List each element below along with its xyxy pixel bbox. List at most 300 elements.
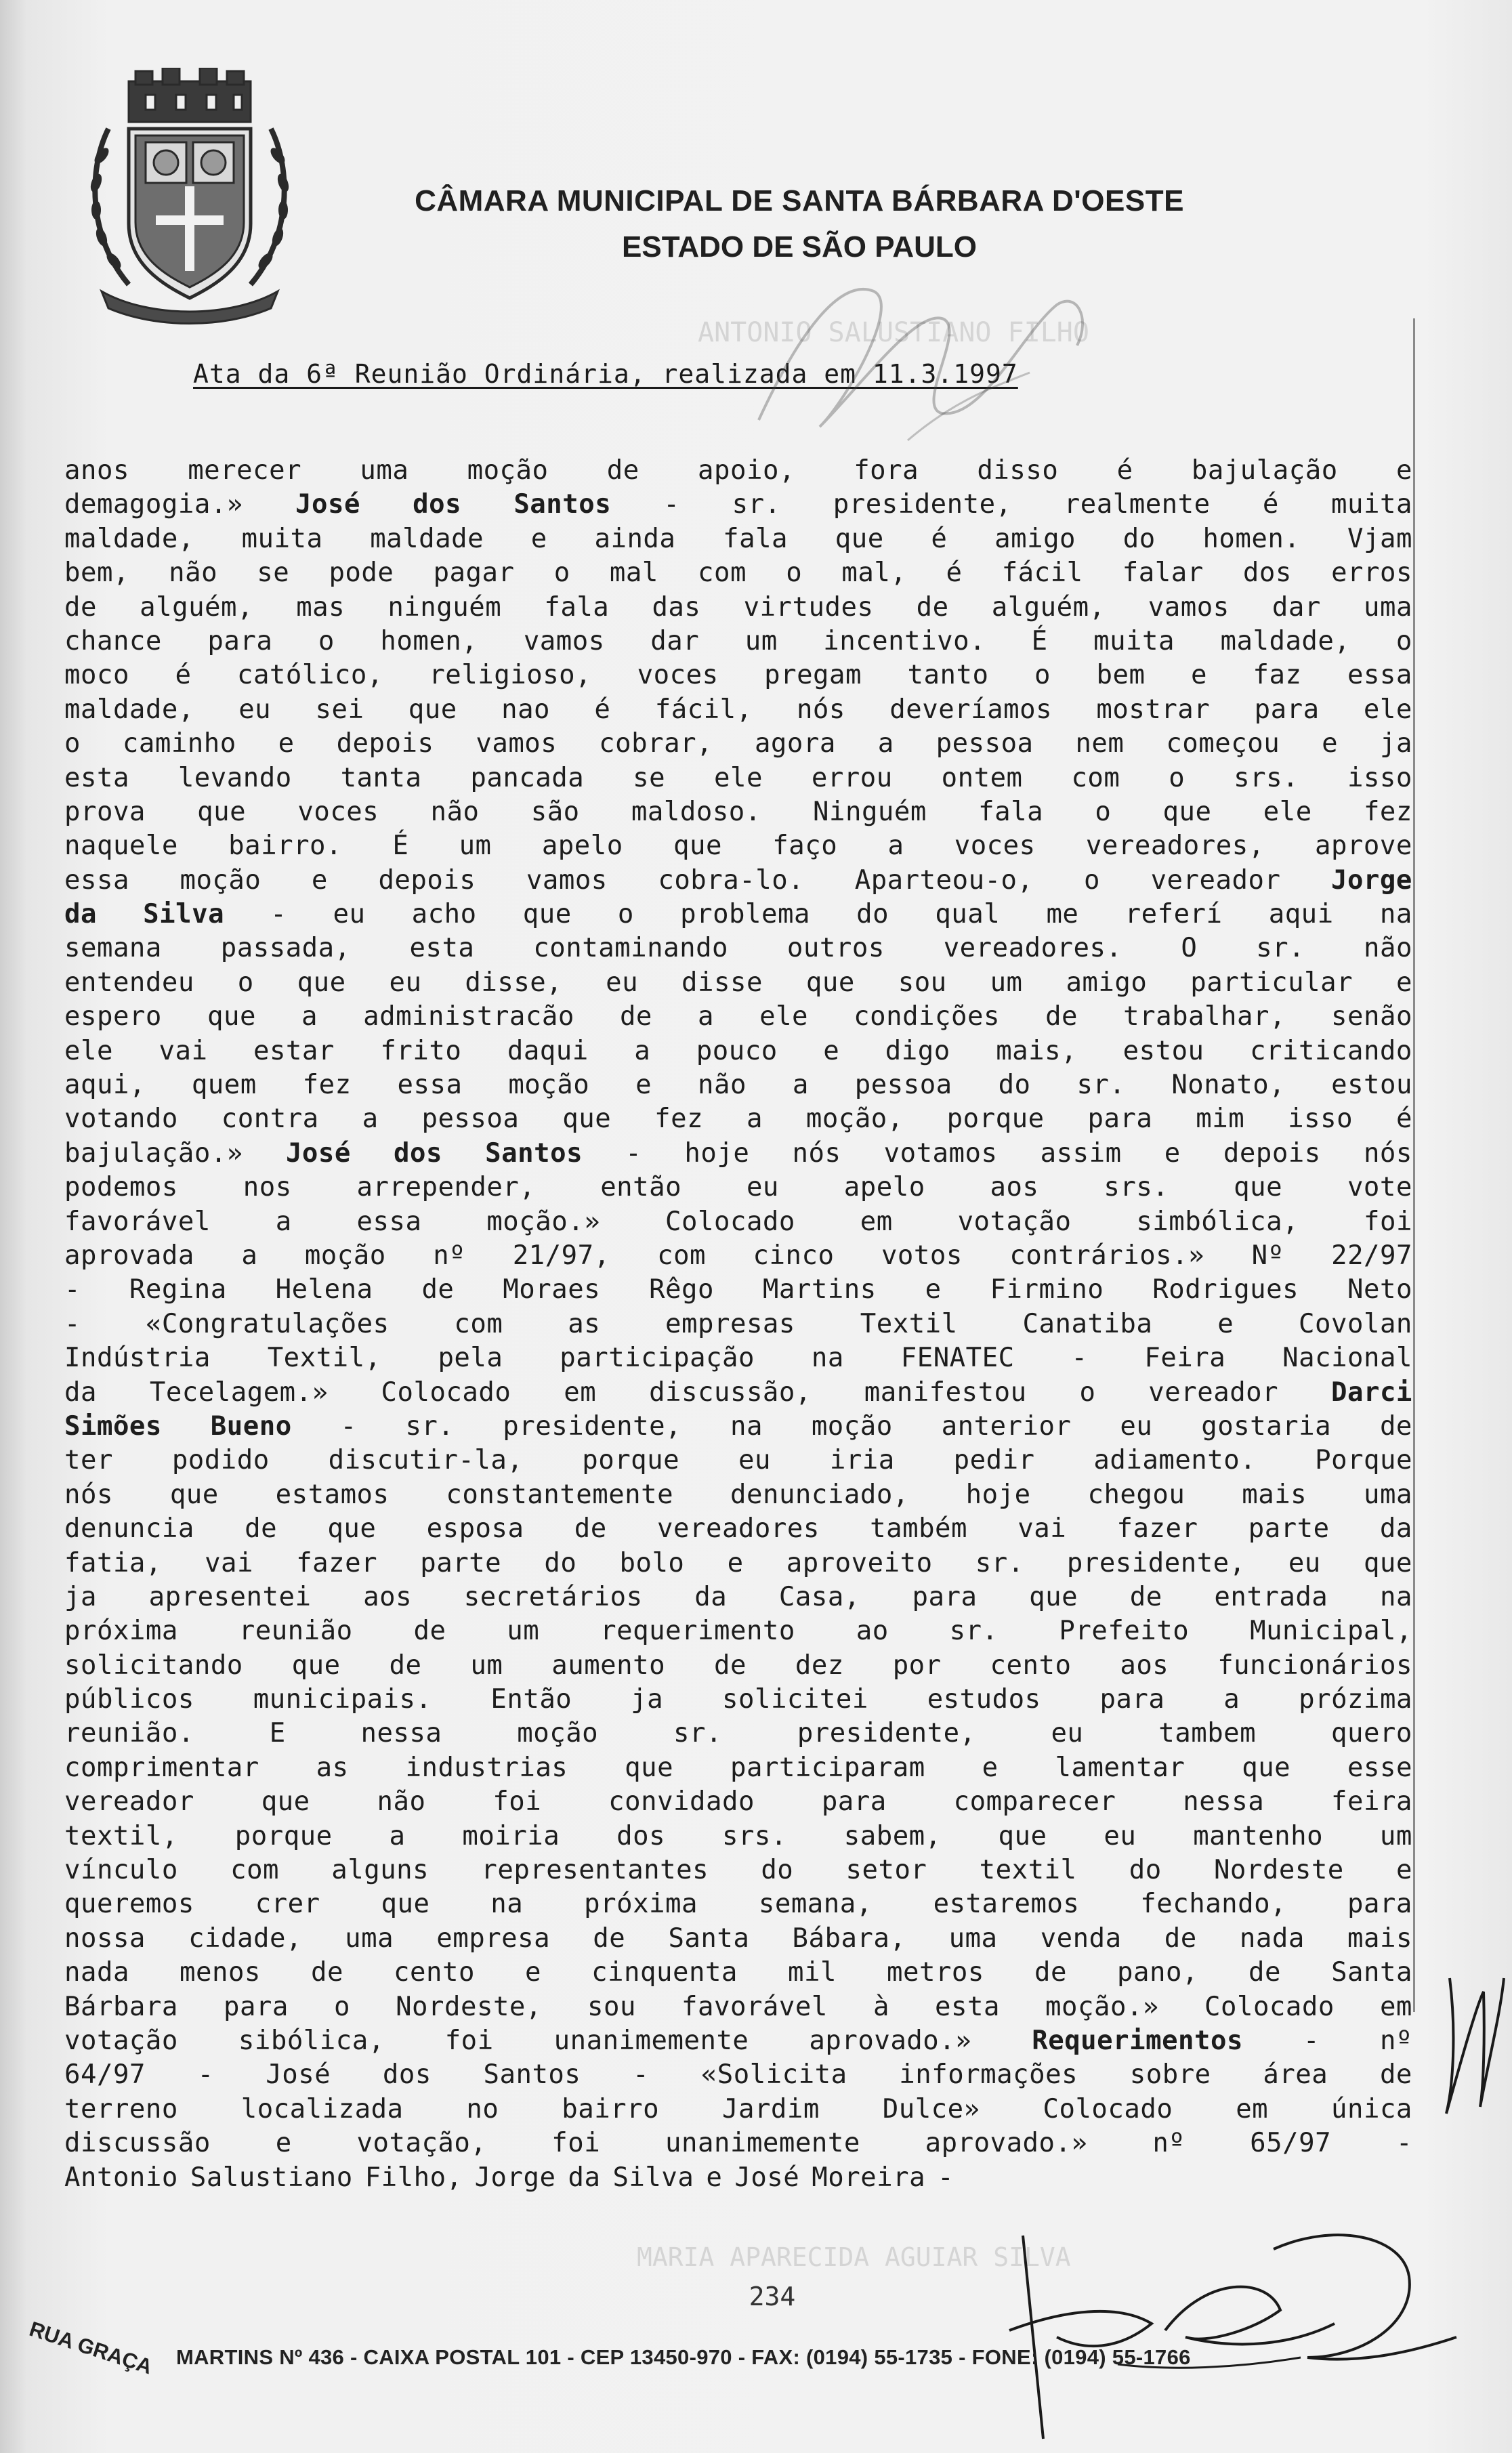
word: é (946, 558, 963, 589)
word: é (594, 694, 611, 725)
word: reunião. (64, 1718, 194, 1749)
word: problema (680, 899, 810, 930)
word: espero (64, 1001, 162, 1032)
minutes-line (64, 1820, 1412, 1853)
word: estar (253, 1035, 335, 1066)
word: feira (1331, 1786, 1412, 1818)
word: e (1217, 1308, 1234, 1339)
word: estamos (275, 1479, 390, 1510)
word: parte (1248, 1513, 1330, 1545)
word: que (835, 523, 884, 554)
word: nada (1239, 1923, 1305, 1954)
word: da (64, 1377, 97, 1408)
word: a (877, 728, 894, 759)
word: é (1116, 455, 1133, 486)
word: entendeu (64, 967, 194, 998)
word: Santa (668, 1923, 750, 1954)
word: Neto (1347, 1274, 1412, 1305)
word: à (873, 1991, 889, 2022)
word: para (1087, 1104, 1153, 1135)
word: se (633, 762, 666, 793)
word: mostrar (1096, 694, 1211, 725)
word: demagogia.» (64, 489, 243, 520)
word: podemos (64, 1172, 178, 1203)
word: e (530, 523, 547, 554)
word: o (64, 728, 81, 759)
word: Antonio (64, 2162, 178, 2193)
show-through-name-bottom: MARIA APARECIDA AGUIAR SILVA (637, 2242, 1071, 2272)
minutes-line (64, 658, 1412, 692)
word: nós (1363, 1137, 1412, 1169)
minutes-line (64, 1785, 1412, 1819)
minutes-line (64, 829, 1412, 863)
word: textil, (64, 1820, 178, 1851)
word: daqui (507, 1035, 589, 1066)
word: vai (159, 1035, 208, 1066)
word: que (197, 796, 247, 827)
word: - (663, 489, 680, 520)
word: acho (411, 899, 477, 930)
minutes-line (64, 864, 1412, 898)
word: ja (64, 1581, 97, 1612)
word: tanta (340, 762, 422, 793)
word: ter (64, 1445, 113, 1476)
word: É (392, 831, 409, 862)
word: ja (1379, 728, 1412, 759)
word: por (892, 1650, 942, 1681)
word: essa (356, 1206, 422, 1237)
word: pessoa (421, 1104, 520, 1135)
word: maldade, (1220, 625, 1351, 656)
word: presidente, (797, 1718, 976, 1749)
word: pancada (470, 762, 585, 793)
word: cinquenta (591, 1957, 738, 1988)
word: aproveito (786, 1547, 933, 1578)
word: Ninguém (813, 796, 927, 827)
minutes-body (64, 454, 1412, 2195)
word: apoio, (698, 455, 795, 486)
word: ele (714, 762, 763, 793)
word: Regina (129, 1274, 227, 1305)
footer-address (26, 2317, 1511, 2398)
word: e (278, 728, 295, 759)
word: vamos (526, 864, 608, 896)
word: estaremos (933, 1889, 1080, 1920)
word: referí (1125, 899, 1223, 930)
word: o (617, 899, 634, 930)
word: o (318, 625, 335, 656)
word: é (931, 523, 948, 554)
word: chegou (1087, 1479, 1185, 1510)
word: em (860, 1206, 893, 1237)
word: discutir-la, (328, 1445, 524, 1476)
word: erros (1331, 558, 1412, 589)
minutes-line (64, 1614, 1412, 1648)
minutes-line (64, 1512, 1412, 1546)
word: Canatiba (1022, 1308, 1153, 1339)
word: muita (241, 523, 323, 554)
word: disso (977, 455, 1059, 486)
word: participação (560, 1343, 755, 1374)
word: nos (243, 1172, 292, 1203)
word: amigo (1066, 967, 1148, 998)
word: e (727, 1547, 744, 1578)
word: votação, (356, 2128, 487, 2159)
word: errou (811, 762, 893, 793)
minutes-line (64, 1307, 1412, 1341)
word: maldoso. (631, 796, 761, 827)
word: o (1084, 864, 1101, 896)
word: semana, (758, 1889, 873, 1920)
word: dar (650, 625, 700, 656)
word: 65/97 (1250, 2128, 1332, 2159)
word: quero (1330, 1718, 1412, 1749)
word: cidade, (188, 1923, 302, 1954)
word: esse (1347, 1752, 1412, 1783)
word: sr. (949, 1616, 999, 1647)
word: apelo (541, 831, 623, 862)
speaker-name: Santos (513, 489, 612, 520)
word: é (1262, 489, 1279, 520)
word: semana (64, 933, 162, 964)
word: de (593, 1923, 626, 1954)
minutes-line (64, 795, 1412, 829)
word: dos (382, 2059, 432, 2091)
word: Indústria (64, 1343, 211, 1374)
word: que (261, 1786, 310, 1818)
word: aprove (1314, 831, 1412, 862)
word: porque (582, 1445, 680, 1476)
word: de (1164, 1923, 1197, 1954)
word: nessa (360, 1718, 442, 1749)
word: Rêgo (649, 1274, 714, 1305)
word: a (301, 1001, 318, 1032)
word: mais (1347, 1923, 1412, 1954)
minutes-title: Ata da 6ª Reunião Ordinária, realizada em 11.3.1997 (193, 359, 1018, 389)
word: dar (1272, 591, 1321, 623)
word: nº (1379, 2025, 1412, 2056)
word: falar (1122, 558, 1204, 589)
word: na (1379, 1581, 1412, 1612)
word: e (1395, 967, 1412, 998)
state-subtitle: ESTADO DE SÃO PAULO (622, 230, 977, 264)
word: frito (380, 1035, 462, 1066)
word: do (544, 1547, 577, 1578)
word: e (982, 1752, 999, 1783)
minutes-line (64, 1956, 1412, 1990)
word: presidente, (503, 1410, 682, 1442)
word: de (1129, 1581, 1162, 1612)
word: cinco (753, 1240, 835, 1271)
word: e (1322, 728, 1339, 759)
word: Casa, (778, 1581, 860, 1612)
word: Colocado (381, 1377, 511, 1408)
minutes-line (64, 898, 1412, 931)
word: que (673, 831, 722, 862)
word: um (1379, 1820, 1412, 1851)
minutes-line (64, 2024, 1412, 2058)
word: Jorge (474, 2162, 556, 2193)
word: alguns (331, 1855, 429, 1886)
word: eu (333, 899, 366, 930)
minutes-line (64, 1649, 1412, 1683)
word: Porque (1315, 1445, 1412, 1476)
minutes-line (64, 2161, 1412, 2195)
word: particular (1190, 967, 1353, 998)
word: aumento (551, 1650, 666, 1681)
minutes-line (64, 522, 1412, 556)
word: as (316, 1752, 349, 1783)
word: que (207, 1001, 256, 1032)
word: de (1034, 1957, 1067, 1988)
word: votando (64, 1104, 178, 1135)
word: voces (637, 660, 719, 691)
word: bolo (619, 1547, 685, 1578)
word: industrias (405, 1752, 568, 1783)
word: em (1236, 2093, 1269, 2124)
word: eu (1120, 1410, 1153, 1442)
speaker-name: José (285, 1137, 351, 1169)
word: manifestou (864, 1377, 1027, 1408)
word: pedir (953, 1445, 1035, 1476)
word: denuncia (64, 1513, 194, 1545)
word: a (698, 1001, 714, 1032)
word: voces (954, 831, 1036, 862)
word: Santa (1331, 1957, 1412, 1988)
word: moção.» (486, 1206, 601, 1237)
word: requerimento (600, 1616, 795, 1647)
word: alguém, (140, 591, 254, 623)
word: vereadores (657, 1513, 820, 1545)
minutes-line (64, 1580, 1412, 1614)
word: a (241, 1240, 258, 1271)
word: que (291, 1650, 341, 1681)
word: de (606, 455, 639, 486)
word: área (1263, 2059, 1328, 2091)
word: do (998, 1070, 1031, 1101)
word: de (916, 591, 949, 623)
word: participaram (730, 1752, 925, 1783)
word: pode (329, 558, 394, 589)
word: moção (180, 864, 261, 896)
word: Aparteou-o, (854, 864, 1034, 896)
word: mil (787, 1957, 837, 1988)
word: 22/97 (1331, 1240, 1412, 1271)
word: - (197, 2059, 214, 2091)
word: funcionários (1217, 1650, 1412, 1681)
word: vínculo (64, 1855, 178, 1886)
word: eu (738, 1445, 771, 1476)
minutes-line (64, 1683, 1412, 1717)
word: dez (795, 1650, 844, 1681)
word: Textil, (267, 1343, 381, 1374)
word: sobre (1129, 2059, 1211, 2091)
word: administracão (363, 1001, 574, 1032)
word: também (870, 1513, 968, 1545)
word: de (1379, 2059, 1412, 2091)
word: - (340, 1410, 357, 1442)
word: e (706, 2162, 723, 2193)
word: a (362, 1104, 379, 1135)
minutes-line (64, 1547, 1412, 1580)
minutes-line (64, 1000, 1412, 1034)
word: não (377, 1786, 426, 1818)
word: Jardim (721, 2093, 820, 2124)
minutes-line (64, 2093, 1412, 2126)
word: ele (1263, 796, 1312, 827)
word: essa (1347, 660, 1412, 691)
word: aos (1120, 1650, 1169, 1681)
word: o (553, 558, 570, 589)
word: moco (64, 660, 129, 691)
word: me (1046, 899, 1079, 930)
word: «Congratulações (145, 1308, 390, 1339)
word: contaminando (533, 933, 729, 964)
word: uma (1363, 591, 1412, 623)
word: Textil (860, 1308, 958, 1339)
minutes-line (64, 488, 1412, 522)
word: crer (255, 1889, 320, 1920)
word: que (1363, 1547, 1412, 1578)
word: na (490, 1889, 524, 1920)
word: das (652, 591, 701, 623)
word: maldade, (64, 694, 194, 725)
word: moção, (805, 1104, 904, 1135)
word: moção (467, 455, 549, 486)
word: menos (180, 1957, 261, 1988)
word: pessoa (854, 1070, 952, 1101)
word: aqui (1268, 899, 1334, 930)
speaker-name: Santos (485, 1137, 583, 1169)
word: «Solicita (700, 2059, 847, 2091)
word: srs. (721, 1820, 787, 1851)
word: - (64, 1274, 81, 1305)
minutes-line (64, 591, 1412, 625)
word: moção.» (1045, 1991, 1159, 2022)
word: agora (754, 728, 836, 759)
word: unanimemente (553, 2025, 749, 2056)
minutes-line (64, 966, 1412, 1000)
word: naquele (64, 831, 178, 862)
word: - (270, 899, 287, 930)
word: denunciado, (730, 1479, 909, 1510)
word: arrepender, (356, 1172, 536, 1203)
word: condições (854, 1001, 1000, 1032)
word: fazer (296, 1547, 378, 1578)
word: nessa (1183, 1786, 1265, 1818)
word: do (1129, 1855, 1162, 1886)
word: fácil, (654, 694, 753, 725)
word: de (421, 1274, 455, 1305)
word: que (1162, 796, 1212, 827)
word: Colocado (665, 1206, 795, 1237)
word: bajulação.» (64, 1137, 243, 1169)
word: realmente (1064, 489, 1211, 520)
word: disse (681, 967, 763, 998)
word: as (568, 1308, 601, 1339)
word: que (408, 694, 457, 725)
minutes-line (64, 727, 1412, 761)
word: de (714, 1650, 747, 1681)
word: Rodrigues (1152, 1274, 1299, 1305)
word: se (257, 558, 290, 589)
word: criticando (1250, 1035, 1412, 1066)
word: e (311, 864, 328, 896)
word: mim (1196, 1104, 1245, 1135)
word: ninguém (387, 591, 502, 623)
municipal-coat-of-arms-icon (81, 68, 298, 325)
word: mal (609, 558, 658, 589)
minutes-line (64, 1068, 1412, 1102)
word: fala (978, 796, 1044, 827)
word: moção (517, 1718, 599, 1749)
word: eu (1051, 1718, 1084, 1749)
word: e (635, 1070, 652, 1101)
word: fez (654, 1104, 704, 1135)
minutes-line (64, 1751, 1412, 1785)
word: iria (829, 1445, 895, 1476)
word: - (64, 1308, 81, 1339)
word: ainda (594, 523, 676, 554)
word: vai (205, 1547, 254, 1578)
word: setor (845, 1855, 927, 1886)
word: que (1242, 1752, 1291, 1783)
word: caminho (122, 728, 236, 759)
minutes-line (64, 1478, 1412, 1512)
word: ao (856, 1616, 889, 1647)
word: Municipal, (1250, 1616, 1412, 1647)
word: Dulce» (882, 2093, 980, 2124)
minutes-line (64, 1034, 1412, 1068)
word: nossa (64, 1923, 146, 1954)
word: tambem (1158, 1718, 1257, 1749)
word: digo (885, 1035, 950, 1066)
word: Martins (762, 1274, 877, 1305)
word: municipais. (253, 1684, 432, 1715)
word: é (1395, 1104, 1412, 1135)
word: srs. (1234, 762, 1299, 793)
word: pessoa (936, 728, 1034, 759)
word: começou (1166, 728, 1280, 759)
word: comparecer (953, 1786, 1116, 1818)
word: sr. (673, 1718, 722, 1749)
minutes-line (64, 625, 1412, 658)
word: Salustiano (190, 2162, 353, 2193)
word: bajulação (1191, 455, 1338, 486)
word: porque (234, 1820, 333, 1851)
word: essa (397, 1070, 463, 1101)
word: lamentar (1055, 1752, 1185, 1783)
speaker-name: Simões (64, 1410, 162, 1442)
word: vereador (1150, 864, 1281, 896)
word: que (169, 1479, 219, 1510)
word: pano, (1117, 1957, 1198, 1988)
word: sr. (1076, 1070, 1126, 1101)
word: Nordeste (1213, 1855, 1344, 1886)
word: amigo (994, 523, 1076, 554)
word: uma (345, 1923, 394, 1954)
word: secretários (463, 1581, 643, 1612)
word: anos (64, 455, 129, 486)
word: aprovada (64, 1240, 194, 1271)
word: foi (551, 2128, 601, 2159)
word: - (625, 1137, 642, 1169)
word: o (1095, 796, 1112, 827)
word: chance (64, 625, 162, 656)
word: pagar (433, 558, 515, 589)
minutes-line (64, 454, 1412, 488)
word: que (327, 1513, 377, 1545)
